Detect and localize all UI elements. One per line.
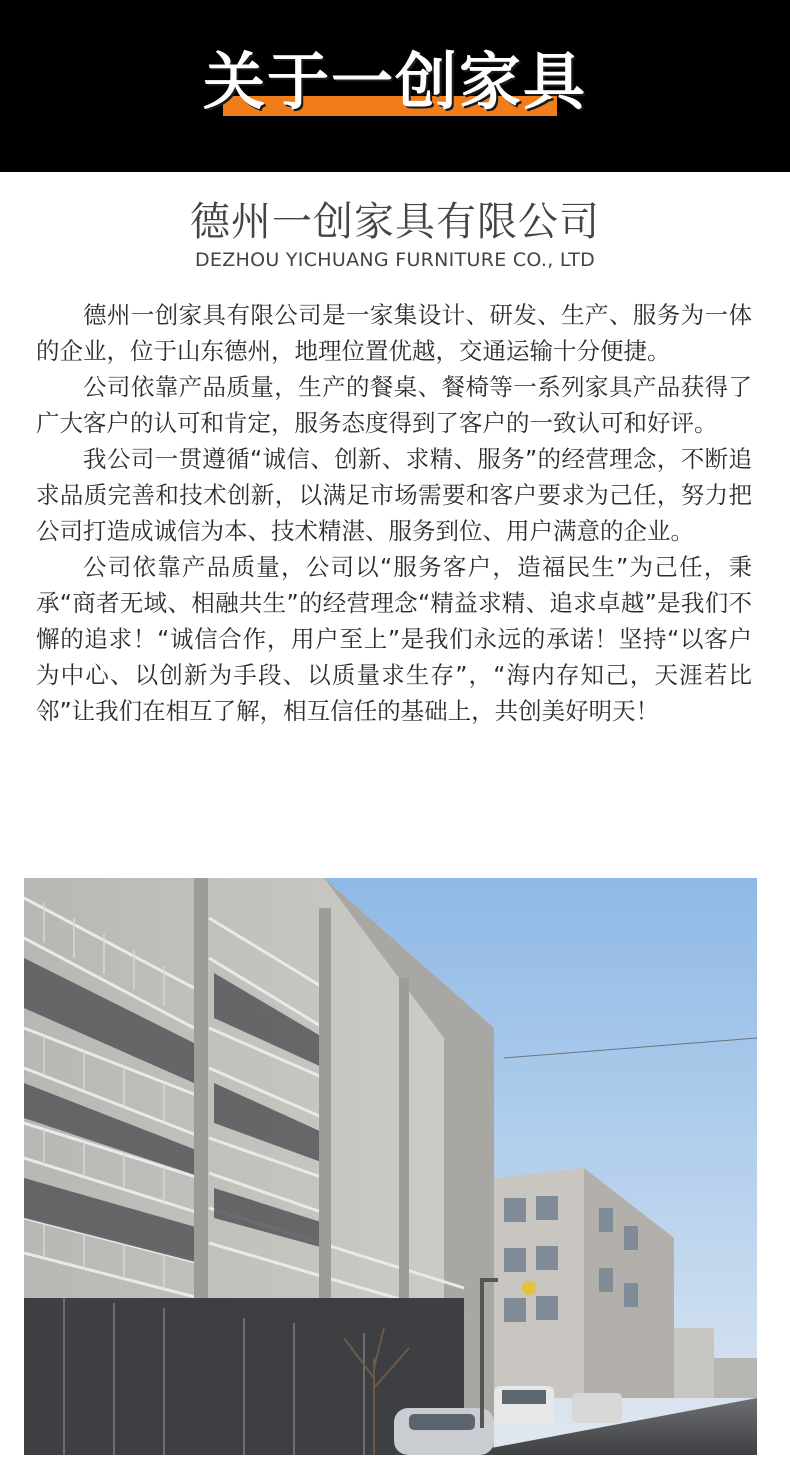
intro-paragraph-4: 公司依靠产品质量，公司以“服务客户，造福民生”为己任，秉承“商者无域、相融共生”的经营理念“精益求精、追求卓越”是我们不懈的追求！“诚信合作，用户至上”是我们永远的承诺！坚持“以客户为中心、以创新为手段、以质量求生存”，“海内存知己，天涯若比邻”让我们在相互了解，相互信任的基础上，共创美好明天！: [36, 553, 752, 725]
company-introduction: [36, 297, 752, 729]
intro-paragraph-1: 德州一创家具有限公司是一家集设计、研发、生产、服务为一体的企业，位于山东德州，地理位置优越，交通运输十分便捷。: [36, 301, 752, 365]
company-name-en: DEZHOU YICHUANG FURNITURE CO., LTD: [194, 249, 596, 271]
factory-building-photo: [24, 878, 757, 1455]
intro-paragraph-2: 公司依靠产品质量，生产的餐桌、餐椅等一系列家具产品获得了广大客户的认可和肯定，服务态度得到了客户的一致认可和好评。: [36, 373, 752, 437]
intro-paragraph-3: 我公司一贯遵循“诚信、创新、求精、服务”的经营理念，不断追求品质完善和技术创新，以满足市场需要和客户要求为己任，努力把公司打造成诚信为本、技术精湛、服务到位、用户满意的企业。: [36, 445, 752, 545]
page-title: 关于一创家具: [202, 45, 587, 118]
page-header: [0, 0, 790, 172]
company-name-cn: 德州一创家具有限公司: [190, 199, 600, 245]
header-title-wrap: [0, 38, 790, 128]
